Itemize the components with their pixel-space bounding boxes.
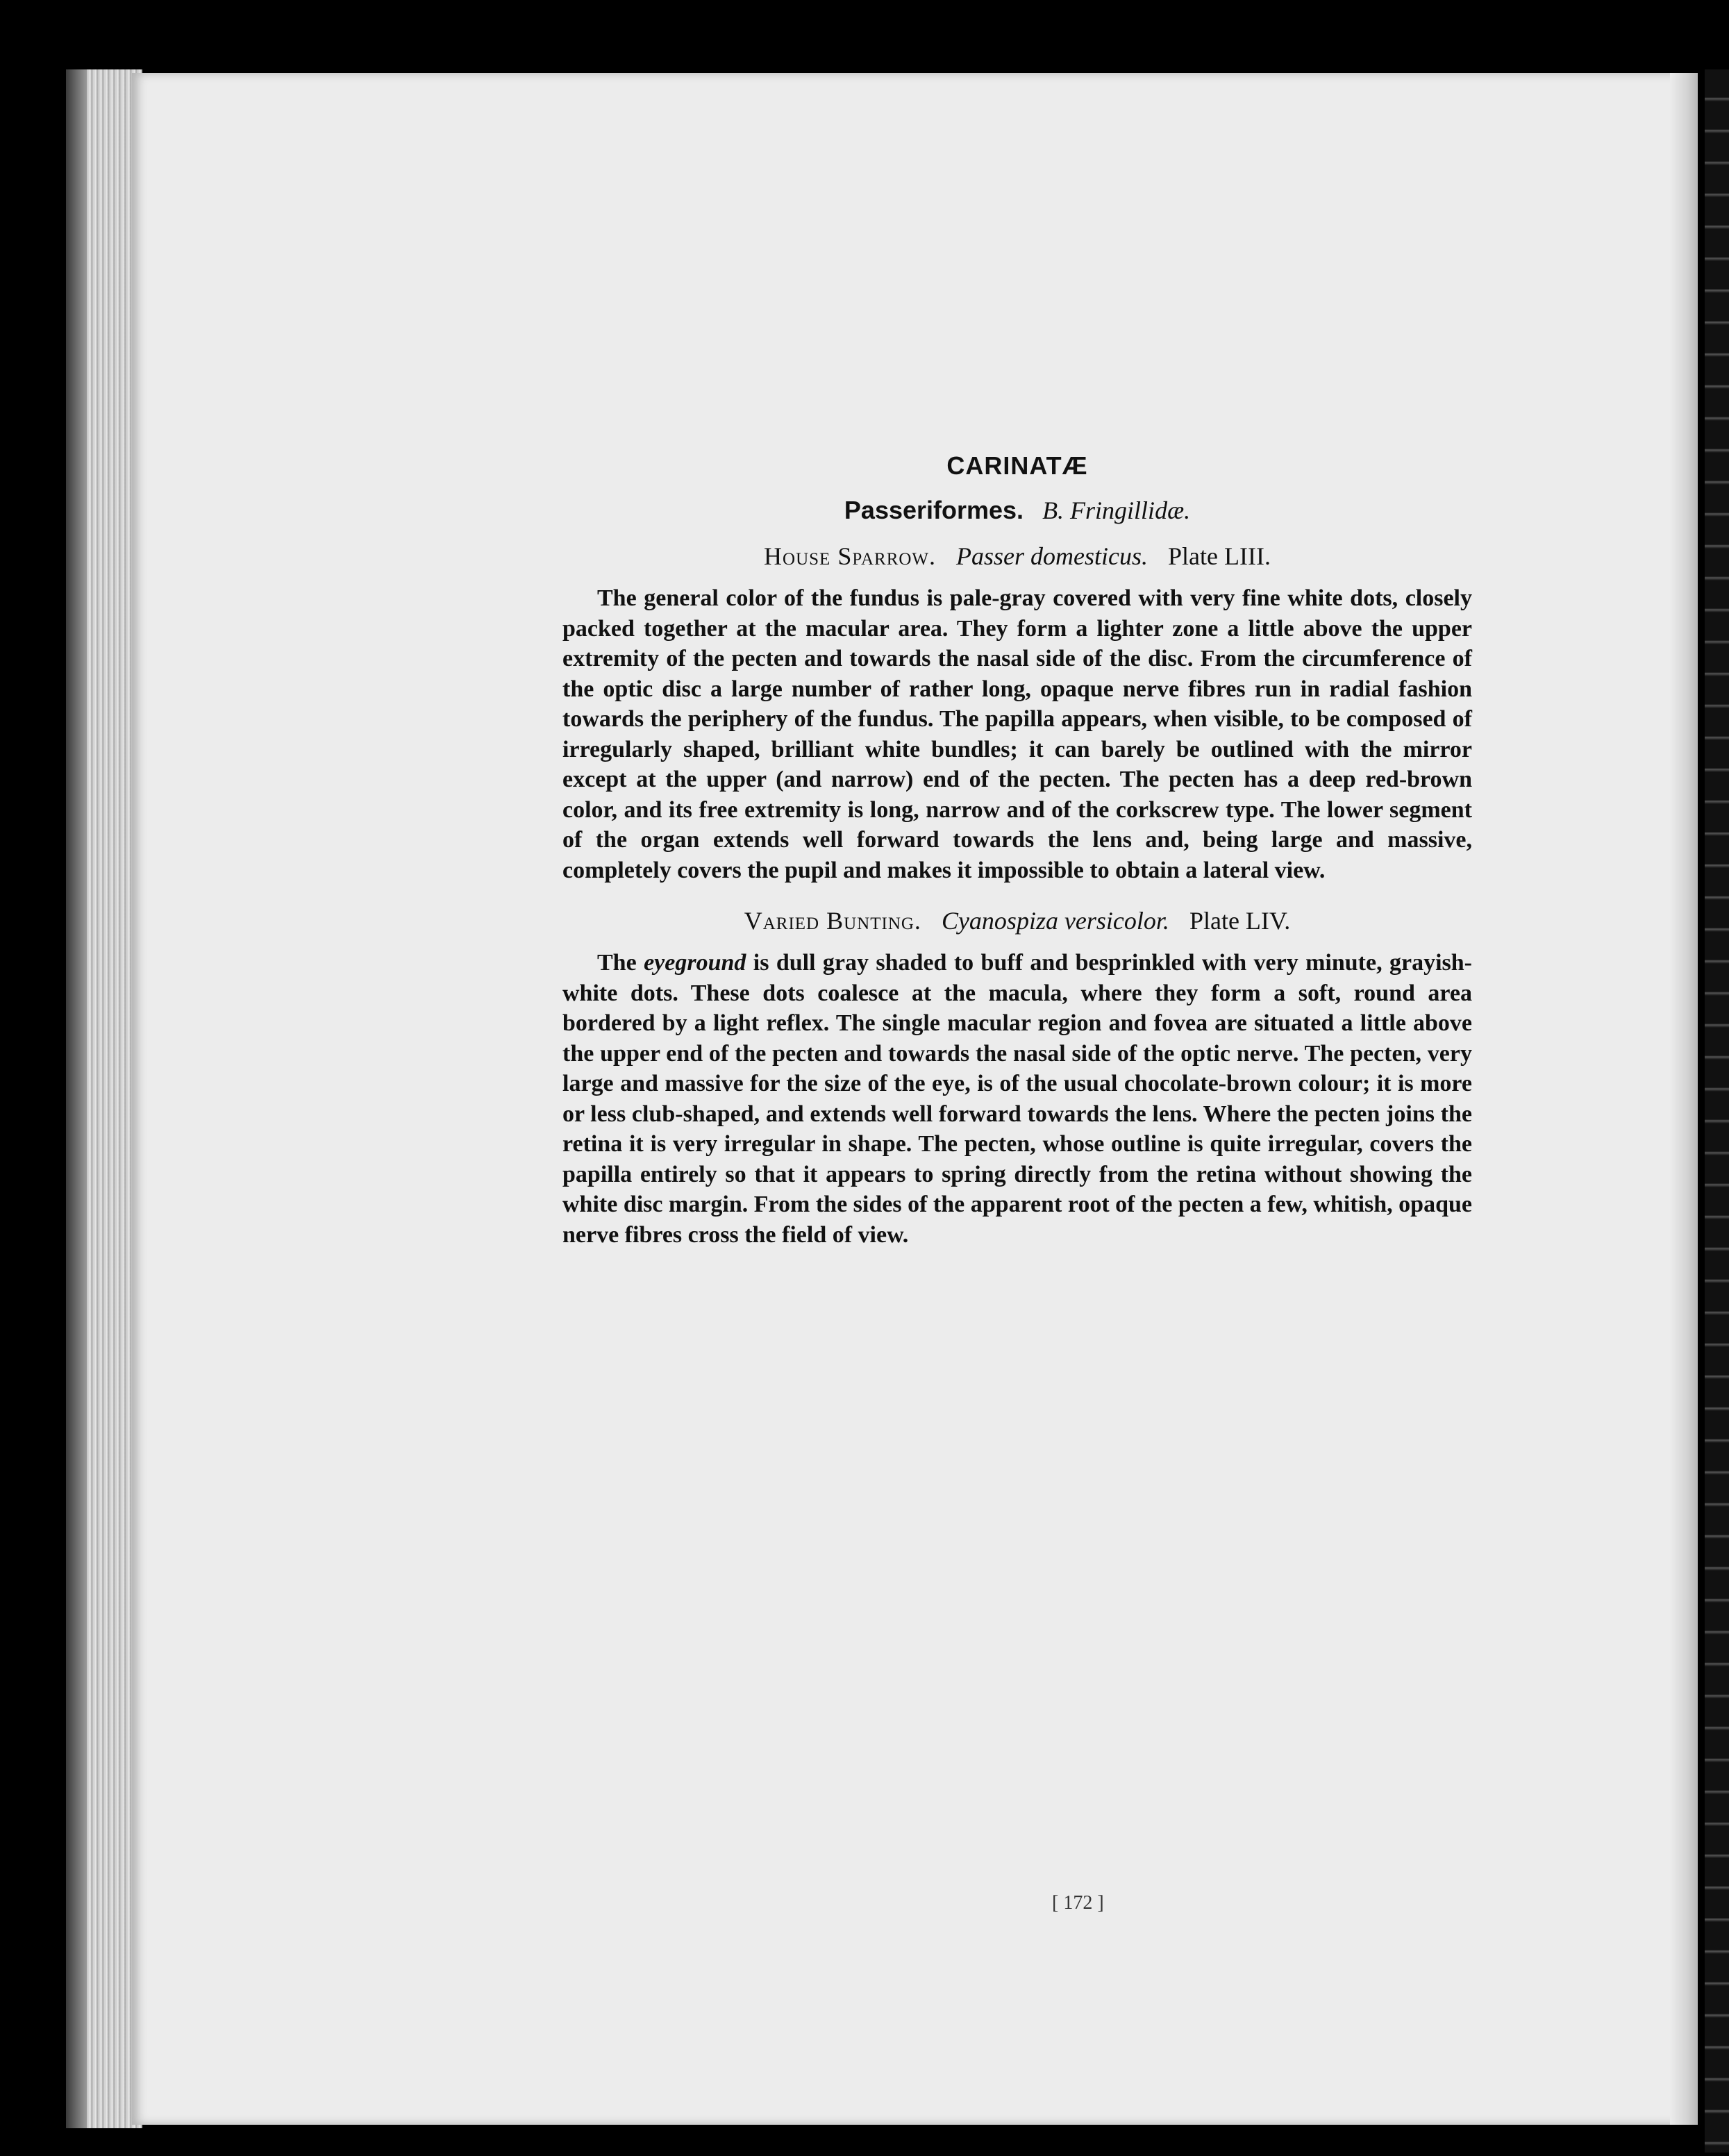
plate-reference: Plate LIV. <box>1189 907 1291 935</box>
book-page <box>132 73 1698 2125</box>
species-common-name: Varied Bunting. <box>744 907 921 935</box>
order-heading <box>562 496 1472 525</box>
species-latin-name: Cyanospiza versicolor. <box>941 907 1169 935</box>
species-description-house-sparrow: The general color of the fundus is pale-gray covered with very fine white dots, closely packed together at the macular area. They form a lighter zone a little above the upper extremity of the pecten and towards the nasal side of the disc. From the circumference of the optic disc a large number of rather long, opaque nerve fibres run in radial fashion towards the periphery of the fundus. The papilla appears, when visible, to be composed of irregularly shaped, brilliant white bundles; it can barely be outlined with the mirror except at the upper (and narrow) end of the pecten. The pecten has a deep red-brown color, and its free extremity is long, narrow and of the corkscrew type. The lower segment of the organ extends well forward towards the lens and, being large and massive, completely covers the pupil and makes it impossible to obtain a lateral view. <box>562 585 1472 883</box>
plate-reference: Plate LIII. <box>1168 542 1271 570</box>
species-heading-house-sparrow <box>562 542 1472 571</box>
page-number: [ 172 ] <box>1052 1892 1104 1914</box>
description-body: is dull gray shaded to buff and besprinkled with very minute, grayish-white dots. These dots coalesce at the macula, where they form a soft, round area bordered by a light reflex. The single macular region and fovea are situated a little above the upper end of the pecten and towards the nasal side of the optic nerve. The pecten, very large and massive for the size of the eye, is of the usual chocolate-brown colour; it is more or less club-shaped, and extends well forward towards the lens. Where the pecten joins the retina it is very irregular in shape. The pecten, whose outline is quite irregular, covers the papilla entirely so that it appears to spring directly from the retina without showing the white disc margin. From the sides of the apparent root of the pecten a few, whitish, opaque nerve fibres cross the field of view. <box>562 950 1472 1248</box>
page-fold-shadow <box>1670 73 1698 2125</box>
page-stack-edges <box>66 69 142 2128</box>
description-italic-term: eyeground <box>644 950 746 976</box>
species-description-varied-bunting <box>562 948 1472 1250</box>
book-spine-edge <box>1705 69 1729 2153</box>
description-prefix: The <box>597 950 644 976</box>
order-name: Passeriformes. <box>844 496 1024 524</box>
species-common-name: House Sparrow. <box>764 542 937 570</box>
species-heading-varied-bunting <box>562 906 1472 935</box>
class-heading: CARINATÆ <box>946 451 1088 480</box>
family-name: B. Fringillidæ. <box>1042 496 1191 524</box>
page-content <box>562 451 1472 1250</box>
species-latin-name: Passer domesticus. <box>956 542 1148 570</box>
